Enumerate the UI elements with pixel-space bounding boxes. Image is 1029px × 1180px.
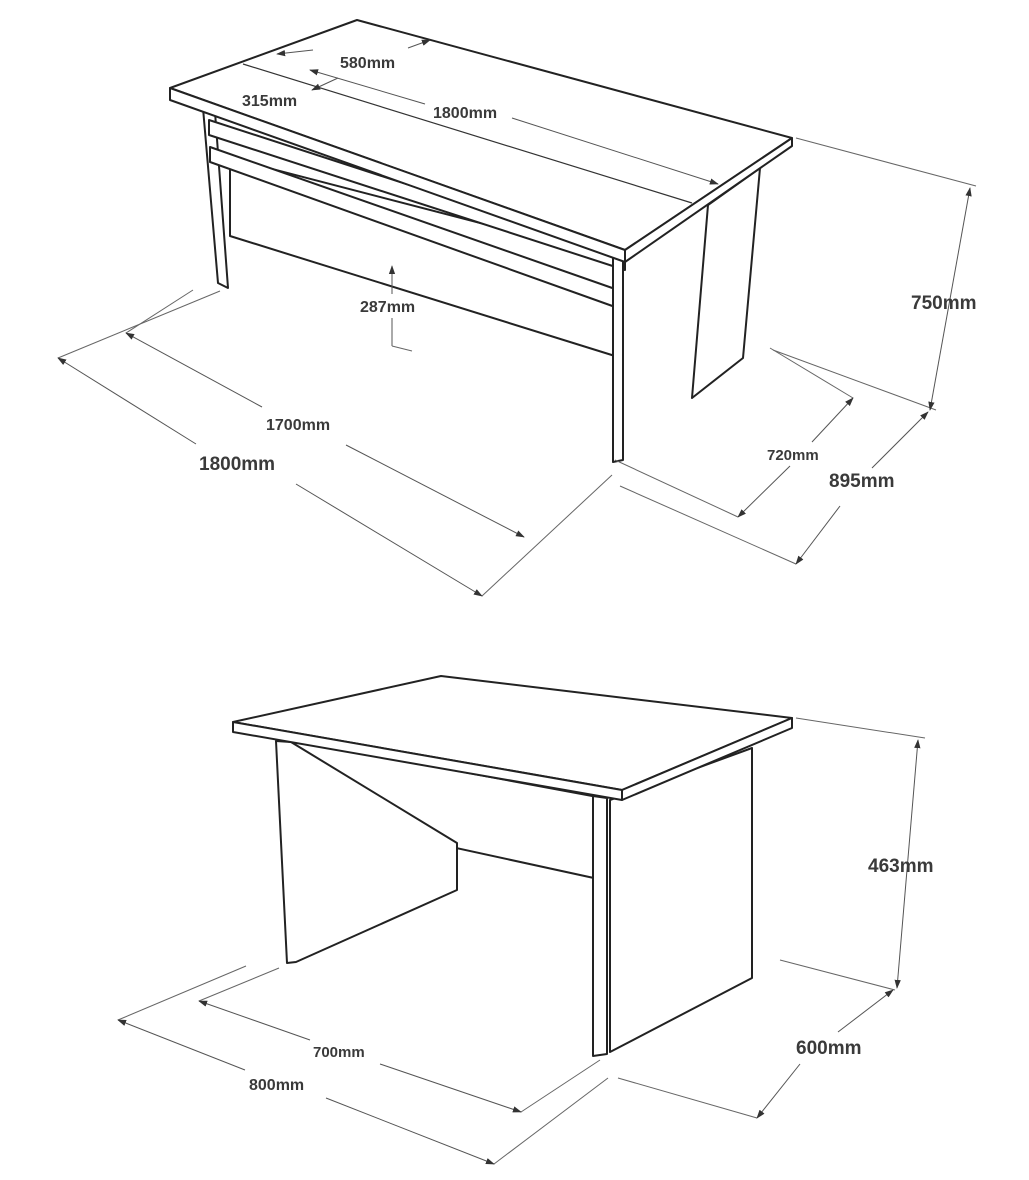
dim-ext-895 xyxy=(620,486,796,564)
label-1800-bottom: 1800mm xyxy=(199,454,276,475)
label-720: 720mm xyxy=(767,447,819,464)
dim-line-600-b xyxy=(757,1064,800,1118)
label-287: 287mm xyxy=(360,299,416,316)
dim-ext-720 xyxy=(770,348,853,398)
dim-ext-463-top xyxy=(796,718,925,738)
label-700: 700mm xyxy=(313,1044,365,1061)
dim-ext-463-bot xyxy=(780,960,895,990)
dim-line-720-a xyxy=(812,398,853,442)
dim-line-895-a xyxy=(872,412,928,468)
dim-ext-1700 xyxy=(126,290,193,333)
dim-line-700-a xyxy=(199,1001,310,1040)
label-1700: 1700mm xyxy=(266,417,331,434)
side-table-drawing xyxy=(118,676,934,1164)
dim-ext-700-r xyxy=(521,1060,600,1112)
label-463: 463mm xyxy=(868,856,934,877)
dim-ext-720-bot xyxy=(615,460,738,517)
dim-ext-700 xyxy=(199,968,279,1001)
dim-ext-800-r xyxy=(494,1078,608,1164)
dim-line-1700-a xyxy=(126,333,262,407)
label-800: 800mm xyxy=(249,1077,305,1094)
label-1800-top: 1800mm xyxy=(433,105,498,122)
dim-ext-1800 xyxy=(58,291,220,358)
desk-front-leg xyxy=(613,249,623,462)
dim-ext-600 xyxy=(618,1078,757,1118)
dim-ext-800 xyxy=(118,966,246,1020)
label-315: 315mm xyxy=(242,93,298,110)
dim-ext-750-bot xyxy=(773,350,936,410)
label-600: 600mm xyxy=(796,1038,862,1059)
dim-line-600-a xyxy=(838,990,893,1032)
table-front-leg xyxy=(593,796,607,1056)
dim-ext-1800-r xyxy=(482,475,612,596)
label-750: 750mm xyxy=(911,293,977,314)
desk-drawing xyxy=(58,20,977,596)
dim-line-720-b xyxy=(738,466,790,517)
dim-line-800-a xyxy=(118,1020,245,1070)
label-895: 895mm xyxy=(829,471,895,492)
label-580: 580mm xyxy=(340,55,396,72)
dim-ext-750-top xyxy=(796,138,976,186)
dim-line-800-b xyxy=(326,1098,494,1164)
dim-ext-287 xyxy=(392,346,412,351)
dim-line-1700-b xyxy=(346,445,524,537)
dim-line-700-b xyxy=(380,1064,521,1112)
dim-line-1800-a xyxy=(58,358,196,444)
dim-line-895-b xyxy=(796,506,840,564)
